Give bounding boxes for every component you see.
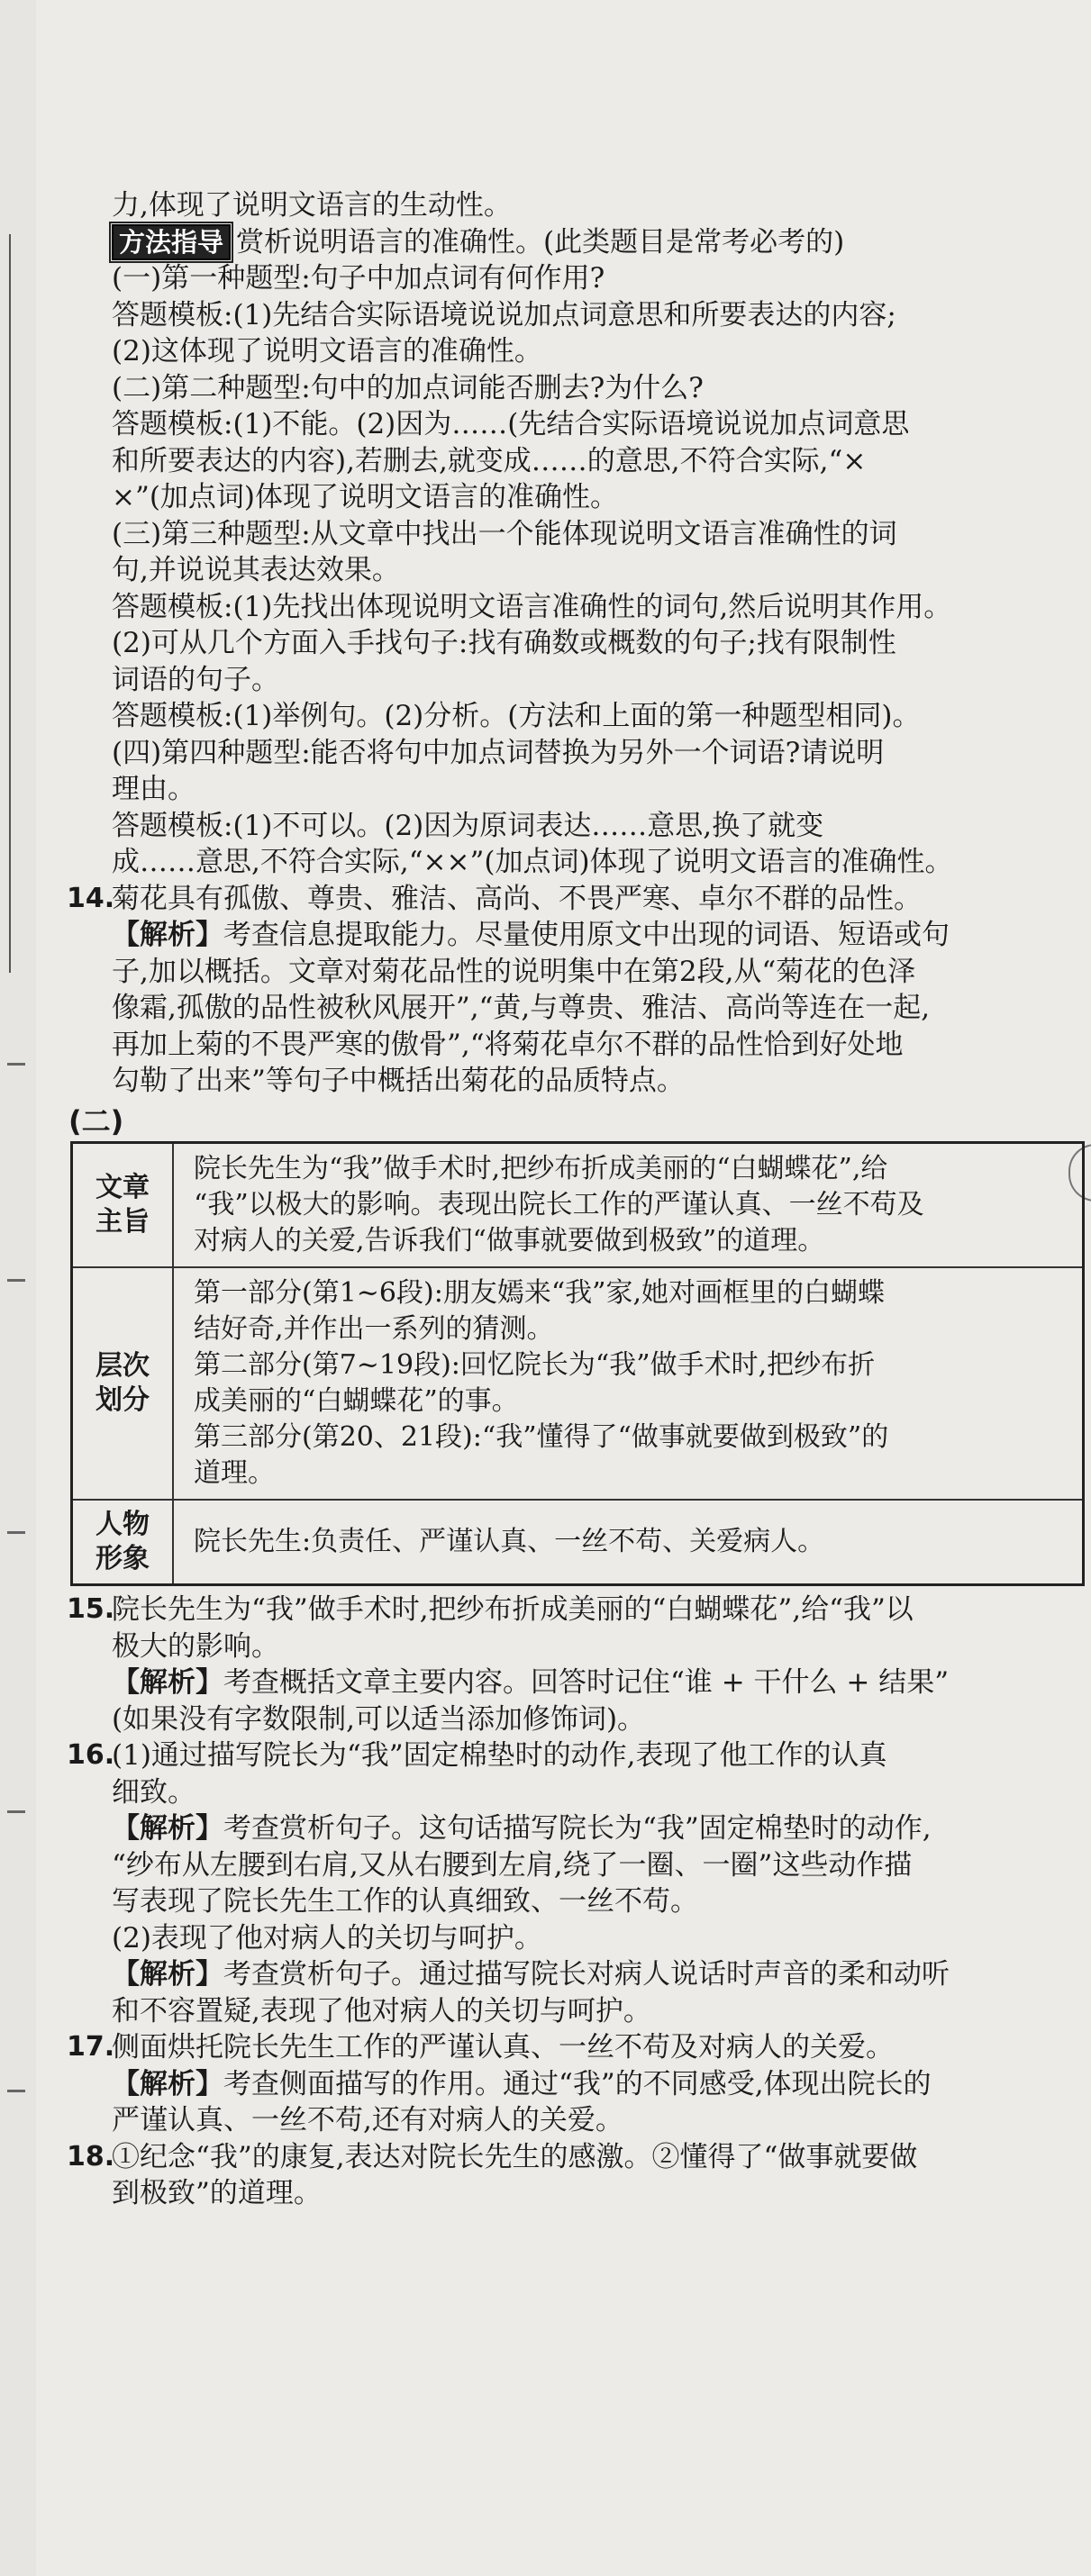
answer-text: (2)表现了他对病人的关切与呵护。 (112, 1921, 542, 1955)
guide-line: 答题模板:(1)不可以。(2)因为原词表达……意思,换了就变 (112, 809, 824, 842)
label-line: 形象 (95, 1543, 150, 1574)
guide-line: (2)这体现了说明文语言的准确性。 (112, 335, 542, 367)
analysis (112, 1810, 1083, 1847)
guide-line: 词语的句子。 (112, 663, 279, 696)
question-18 (56, 2139, 1083, 2212)
analysis-line: 严谨认真、一丝不苟,还有对病人的关爱。 (112, 2104, 623, 2136)
summary-table (70, 1141, 1085, 1586)
analysis-line: 像霜,孤傲的品性被秋风展开”,“黄,与尊贵、雅洁、高尚等连在一起, (112, 992, 931, 1024)
question-14 (56, 881, 1083, 1100)
content-line: 第三部分(第20、21段):“我”懂得了“做事就要做到极致”的 (194, 1421, 889, 1453)
guide-line: (四)第四种题型:能否将句中加点词替换为另外一个词语?请说明 (112, 736, 885, 769)
parts-content (173, 1267, 1084, 1500)
guide-line: ×”(加点词)体现了说明文语言的准确性。 (112, 481, 619, 513)
question-number: 17. (67, 2031, 115, 2063)
answer-page (56, 187, 1083, 2212)
guide-line: 答题模板:(1)先结合实际语境说说加点词意思和所要表达的内容; (112, 298, 896, 331)
answer-text: 院长先生为“我”做手术时,把纱布折成美丽的“白蝴蝶花”,给“我”以 (112, 1593, 914, 1626)
analysis-label: 【解析】 (112, 2067, 223, 2100)
guide-line: 答题模板:(1)先找出体现说明文语言准确性的词句,然后说明其作用。 (112, 590, 952, 623)
guide-line: 答题模板:(1)不能。(2)因为……(先结合实际语境说说加点词意思 (112, 408, 910, 440)
theme-label (72, 1143, 174, 1268)
label-line: 层次 (95, 1350, 150, 1382)
content-line: 道理。 (194, 1457, 275, 1489)
question-number: 16. (67, 1739, 115, 1771)
analysis-line: 写表现了院长先生工作的认真细致、一丝不苟。 (112, 1885, 698, 1918)
margin-mark (7, 1810, 25, 1813)
answer-text: 极大的影响。 (112, 1629, 279, 1663)
guide-line: 句,并说说其表达效果。 (112, 554, 400, 586)
guide-line: (三)第三种题型:从文章中找出一个能体现说明文语言准确性的词 (112, 517, 897, 550)
analysis (112, 917, 1083, 954)
analysis-line: “纱布从左腰到右肩,又从右腰到左肩,绕了一圈、一圈”这些动作描 (112, 1848, 913, 1882)
question-number: 14. (67, 882, 115, 914)
analysis-label: 【解析】 (112, 1666, 223, 1699)
analysis-text: 考查侧面描写的作用。通过“我”的不同感受,体现出院长的 (223, 2067, 932, 2100)
analysis-line: 和不容置疑,表现了他对病人的关切与呵护。 (112, 1994, 651, 2027)
analysis (112, 1664, 1083, 1701)
margin-mark (7, 1063, 25, 1066)
answer-text: 菊花具有孤傲、尊贵、雅洁、高尚、不畏严寒、卓尔不群的品性。 (112, 882, 922, 915)
content-line: 结好奇,并作出一系列的猜测。 (194, 1313, 554, 1345)
binding-gutter (0, 0, 36, 2576)
analysis-label: 【解析】 (112, 1958, 223, 1991)
method-guide-tag: 方法指导 (112, 224, 231, 260)
question-number: 18. (67, 2140, 115, 2172)
analysis (112, 2066, 1083, 2103)
theme-content (173, 1143, 1084, 1268)
answer-text: 到极致”的道理。 (112, 2177, 322, 2209)
guide-line: 理由。 (112, 773, 195, 805)
guide-line: 成……意思,不符合实际,“××”(加点词)体现了说明文语言的准确性。 (112, 846, 953, 878)
answer-text: ①纪念“我”的康复,表达对院长先生的感激。②懂得了“做事就要做 (112, 2140, 918, 2173)
analysis-text: 考查概括文章主要内容。回答时记住“谁 + 干什么 + 结果” (223, 1666, 950, 1699)
analysis-text: 考查赏析句子。这句话描写院长为“我”固定棉垫时的动作, (223, 1812, 932, 1845)
character-label (72, 1500, 174, 1585)
answer-text: 细致。 (112, 1775, 195, 1809)
question-17 (56, 2029, 1083, 2139)
table-row (72, 1143, 1084, 1268)
label-line: 文章 (95, 1172, 150, 1203)
label-line: 人物 (95, 1509, 150, 1540)
analysis (112, 1956, 1083, 1993)
content-line: 对病人的关爱,告诉我们“做事就要做到极致”的道理。 (194, 1225, 825, 1256)
margin-mark (7, 2090, 25, 2092)
analysis-text: 考查赏析句子。通过描写院长对病人说话时声音的柔和动听 (223, 1958, 950, 1991)
analysis-label: 【解析】 (112, 919, 223, 951)
content-line: 第一部分(第1~6段):朋友嫣来“我”家,她对画框里的白蝴蝶 (194, 1277, 886, 1309)
margin-rule (9, 234, 11, 973)
section-heading: (二) (68, 1103, 124, 1138)
label-line: 划分 (95, 1384, 150, 1416)
guide-line: (2)可从几个方面入手找句子:找有确数或概数的句子;找有限制性 (112, 627, 896, 659)
analysis-line: 勾勒了出来”等句子中概括出菊花的品质特点。 (112, 1065, 685, 1097)
analysis-text: 考查信息提取能力。尽量使用原文中出现的词语、短语或句 (223, 919, 950, 951)
margin-mark (7, 1531, 25, 1534)
guide-line: 和所要表达的内容),若删去,就变成……的意思,不符合实际,“× (112, 444, 867, 477)
answer-text: 侧面烘托院长先生工作的严谨认真、一丝不苟及对病人的关爱。 (112, 2031, 894, 2064)
content-line: “我”以极大的影响。表现出院长工作的严谨认真、一丝不苟及 (194, 1189, 924, 1220)
content-line: 成美丽的“白蝴蝶花”的事。 (194, 1385, 519, 1417)
table-row (72, 1267, 1084, 1500)
margin-mark (7, 1279, 25, 1282)
method-guide-text: 赏析说明语言的准确性。(此类题目是常考必考的) (236, 225, 845, 259)
analysis-label: 【解析】 (112, 1812, 223, 1845)
content-line: 第二部分(第7~19段):回忆院长为“我”做手术时,把纱布折 (194, 1349, 876, 1381)
question-number: 15. (67, 1593, 115, 1625)
analysis-line: (如果没有字数限制,可以适当添加修饰词)。 (112, 1702, 646, 1736)
parts-label (72, 1267, 174, 1500)
method-guide (56, 224, 1083, 261)
analysis-line: 子,加以概括。文章对菊花品性的说明集中在第2段,从“菊花的色泽 (112, 955, 916, 988)
question-16 (56, 1737, 1083, 2029)
continuation-line: 力,体现了说明文语言的生动性。 (112, 189, 512, 222)
guide-line: (一)第一种题型:句子中加点词有何作用? (112, 262, 605, 295)
guide-line: 答题模板:(1)举例句。(2)分析。(方法和上面的第一种题型相同)。 (112, 700, 921, 732)
content-line: 院长先生为“我”做手术时,把纱布折成美丽的“白蝴蝶花”,给 (194, 1153, 888, 1184)
label-line: 主旨 (95, 1206, 150, 1238)
guide-line: (二)第二种题型:句中的加点词能否删去?为什么? (112, 371, 704, 404)
answer-text: (1)通过描写院长为“我”固定棉垫时的动作,表现了他工作的认真 (112, 1739, 887, 1772)
table-row (72, 1500, 1084, 1585)
analysis-line: 再加上菊的不畏严寒的傲骨”,“将菊花卓尔不群的品性恰到好处地 (112, 1028, 904, 1061)
question-15 (56, 1592, 1083, 1737)
character-content: 院长先生:负责任、严谨认真、一丝不苟、关爱病人。 (173, 1500, 1084, 1585)
